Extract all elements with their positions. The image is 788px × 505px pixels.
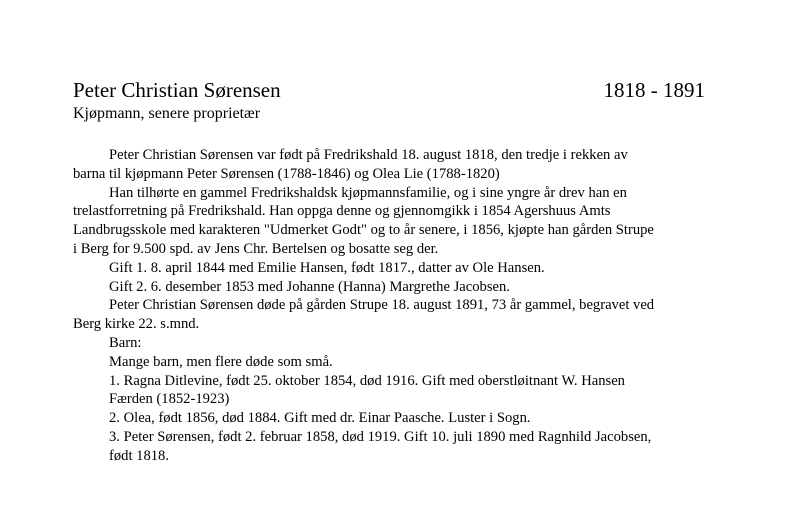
text-line: Berg kirke 22. s.mnd. xyxy=(73,316,200,333)
child-entry: 3. Peter Sørensen, født 2. februar 1858, død 1919. Gift 10. juli 1890 med Ragnhild Jacobsen, xyxy=(109,428,652,445)
life-years: 1818 - 1891 xyxy=(603,78,705,102)
child-entry: 2. Olea, født 1856, død 1884. Gift med dr. Einar Paasche. Luster i Sogn. xyxy=(109,410,531,427)
text-line: Peter Christian Sørensen var født på Fredrikshald 18. august 1818, den tredje i rekken av xyxy=(109,147,628,163)
text-line: Mange barn, men flere døde som små. xyxy=(109,353,333,370)
child-entry: 1. Ragna Ditlevine, født 25. oktober 1854, død 1916. Gift med oberstløitnant W. Hansen xyxy=(109,372,625,389)
child-entry-continued: Færden (1852-1923) xyxy=(109,391,230,408)
children-heading: Barn: xyxy=(109,334,142,351)
child-entry-continued: født 1818. xyxy=(109,447,169,464)
text-line: Peter Christian Sørensen døde på gården Strupe 18. august 1891, 73 år gammel, begravet ved xyxy=(109,297,655,314)
text-line: i Berg for 9.500 spd. av Jens Chr. Bertelsen og bosatte seg der. xyxy=(73,240,439,257)
occupation: Kjøpmann, senere proprietær xyxy=(73,105,261,122)
person-name: Peter Christian Sørensen xyxy=(73,78,281,102)
text-line: barna til kjøpmann Peter Sørensen (1788-1846) og Olea Lie (1788-1820) xyxy=(73,165,500,182)
text-line: Gift 2. 6. desember 1853 med Johanne (Hanna) Margrethe Jacobsen. xyxy=(109,278,510,295)
text-line: trelastforretning på Fredrikshald. Han oppga denne og gjennomgikk i 1854 Agershuus Amts xyxy=(73,203,611,220)
text-line: Gift 1. 8. april 1844 med Emilie Hansen, født 1817., datter av Ole Hansen. xyxy=(109,259,545,276)
text-line: Han tilhørte en gammel Fredrikshaldsk kjøpmannsfamilie, og i sine yngre år drev han en xyxy=(109,184,627,201)
biography-text xyxy=(73,146,713,466)
text-line: Landbrugsskole med karakteren "Udmerket Godt" og to år senere, i 1856, kjøpte han gården Strupe xyxy=(73,222,654,239)
